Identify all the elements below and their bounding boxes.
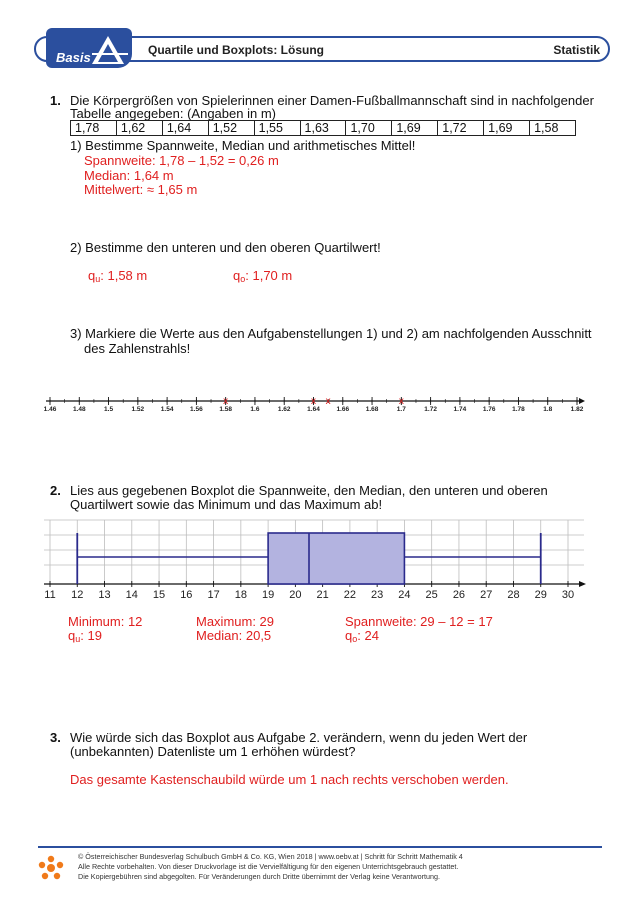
q2-text-line2: Quartilwert sowie das Minimum und das Maximum ab! [70, 497, 383, 512]
number-line-tick-label: 1.66 [336, 406, 350, 413]
footer-copyright [78, 852, 463, 882]
q3-text-line1: Wie würde sich das Boxplot aus Aufgabe 2. verändern, wenn du jeden Wert der [70, 730, 528, 745]
number-line-tick-label: 1.76 [482, 406, 496, 413]
height-cell: 1,69 [392, 121, 438, 136]
number-line-tick-label: 1.52 [131, 406, 145, 413]
boxplot-tick-label: 13 [98, 589, 111, 601]
q1-answer-range: Spannweite: 1,78 – 1,52 = 0,26 m [84, 153, 279, 168]
publisher-logo-icon [38, 854, 64, 882]
boxplot-tick-label: 26 [452, 589, 466, 601]
q2-answer-range: Spannweite: 29 – 12 = 17 [345, 614, 493, 629]
height-cell: 1,58 [530, 121, 576, 136]
q2-answer-median: Median: 20,5 [196, 628, 272, 643]
heights-row [71, 121, 576, 136]
number-line-mark: x [311, 396, 316, 407]
boxplot-tick-label: 27 [480, 589, 493, 601]
number-line-tick-label: 1.72 [424, 406, 437, 413]
badge-label: Basis [56, 50, 91, 65]
q3-answer: Das gesamte Kastenschaubild würde um 1 nach rechts verschoben werden. [70, 772, 509, 787]
q1-task2: 2) Bestimme den unteren und den oberen Quartilwert! [70, 240, 381, 255]
number-line-tick-label: 1.7 [396, 406, 406, 413]
boxplot-tick-label: 25 [425, 589, 438, 601]
boxplot-tick-label: 22 [343, 589, 357, 601]
boxplot-tick-label: 29 [534, 589, 547, 601]
q1-text-line2: Tabelle angegeben: (Angaben in m) [70, 106, 276, 121]
qo-sub: o [240, 274, 246, 284]
q1-task1: 1) Bestimme Spannweite, Median und arithmetisches Mittel! [70, 138, 416, 153]
q2-number: 2. [50, 483, 61, 498]
number-line-tick-label: 1.68 [365, 406, 379, 413]
boxplot-chart [0, 514, 640, 604]
boxplot-tick-label: 12 [71, 589, 84, 601]
number-line-mark: x [398, 396, 404, 407]
boxplot-tick-label: 30 [561, 589, 575, 601]
boxplot-tick-label: 23 [371, 589, 384, 601]
q1-answer-mean: Mittelwert: ≈ 1,65 m [84, 182, 198, 197]
q3-text-line2: (unbekannten) Datenliste um 1 erhöhen würdest? [70, 744, 356, 759]
q1-task3-line1: 3) Markiere die Werte aus den Aufgabenstellungen 1) und 2) am nachfolgenden Ausschnitt [70, 326, 592, 341]
number-line-tick-label: 1.62 [277, 406, 291, 413]
number-line-tick-label: 1.82 [570, 406, 584, 413]
height-cell: 1,72 [438, 121, 484, 136]
height-cell: 1,69 [484, 121, 530, 136]
number-line-arrow [579, 398, 585, 404]
qu-sub: u [95, 274, 101, 284]
boxplot-tick-label: 11 [44, 589, 56, 601]
boxplot-tick-label: 16 [180, 589, 193, 601]
boxplot-tick-label: 15 [152, 589, 166, 601]
number-line-tick-label: 1.74 [453, 406, 467, 413]
q1-text-line1: Die Körpergrößen von Spielerinnen einer Damen-Fußballmannschaft sind in nachfolgender [70, 93, 594, 108]
number-line-mark: x [325, 396, 331, 407]
qu-label: q [88, 268, 96, 283]
q2-qo-label: q [345, 628, 353, 643]
number-line-tick-label: 1.78 [512, 406, 525, 413]
boxplot-tick-label: 28 [507, 589, 520, 601]
boxplot-tick-label: 20 [289, 589, 302, 601]
qo-label: q [233, 268, 241, 283]
q1-answer-median: Median: 1,64 m [84, 168, 174, 183]
height-cell: 1,64 [162, 121, 208, 136]
height-cell: 1,55 [254, 121, 300, 136]
number-line [0, 388, 640, 414]
footer-line2: Alle Rechte vorbehalten. Von dieser Druckvorlage ist die Vervielfältigung für den eigenen Unterrichtsgebrauch gestattet. [78, 862, 459, 871]
q2-qo-sub: o [352, 634, 358, 644]
height-cell: 1,63 [300, 121, 346, 136]
boxplot-tick-label: 21 [316, 589, 329, 601]
boxplot-box [268, 533, 404, 584]
worksheet-subject: Statistik [553, 43, 600, 57]
q3-number: 3. [50, 730, 61, 745]
q1-answer-qo [233, 268, 292, 287]
number-line-mark: x [223, 396, 229, 407]
heights-table [70, 120, 576, 136]
number-line-tick-label: 1.46 [43, 406, 57, 413]
number-line-tick-label: 1.8 [543, 406, 553, 413]
boxplot-tick-label: 17 [207, 589, 220, 601]
q1-task3-line2: des Zahlenstrahls! [84, 341, 191, 356]
q2-text-line1: Lies aus gegebenen Boxplot die Spannweite, den Median, den unteren und oberen [70, 483, 548, 498]
q1-number: 1. [50, 93, 61, 108]
q2-qo-value: : 24 [357, 628, 379, 643]
worksheet-title: Quartile und Boxplots: Lösung [148, 43, 324, 57]
height-cell: 1,62 [116, 121, 162, 136]
q2-answer-min: Minimum: 12 [68, 614, 143, 629]
number-line-tick-label: 1.58 [219, 406, 232, 413]
number-line-tick-label: 1.5 [104, 406, 114, 413]
boxplot-axis-arrow [579, 581, 586, 587]
q2-qu-label: q [68, 628, 76, 643]
footer-line1: © Österreichischer Bundesverlag Schulbuch GmbH & Co. KG, Wien 2018 | www.oebv.at | Schritt für Schritt Mathematik 4 [78, 852, 463, 861]
height-cell: 1,70 [346, 121, 392, 136]
number-line-tick-label: 1.6 [250, 406, 260, 413]
height-cell: 1,78 [71, 121, 117, 136]
boxplot-tick-label: 14 [125, 589, 138, 601]
number-line-tick-label: 1.54 [160, 406, 174, 413]
q2-answer-qo [345, 628, 379, 647]
qu-value: : 1,58 m [100, 268, 148, 283]
height-cell: 1,52 [208, 121, 254, 136]
number-line-tick-label: 1.64 [307, 406, 320, 413]
footer-divider [38, 846, 602, 848]
boxplot-tick-label: 24 [398, 589, 411, 601]
boxplot-tick-label: 19 [261, 589, 275, 601]
qo-value: : 1,70 m [245, 268, 293, 283]
number-line-tick-label: 1.56 [190, 406, 203, 413]
q2-qu-sub: u [75, 634, 81, 644]
q2-answer-max: Maximum: 29 [196, 614, 275, 629]
number-line-tick-label: 1.48 [72, 406, 86, 413]
q2-qu-value: : 19 [80, 628, 102, 643]
q1-answer-qu [88, 268, 147, 287]
boxplot-tick-label: 18 [234, 589, 247, 601]
q2-answer-qu [68, 628, 102, 647]
footer-line3: Die Kopiergebühren sind abgegolten. Für Veränderungen durch Dritte übernimmt der Verlag keine Verantwortung. [78, 872, 440, 881]
